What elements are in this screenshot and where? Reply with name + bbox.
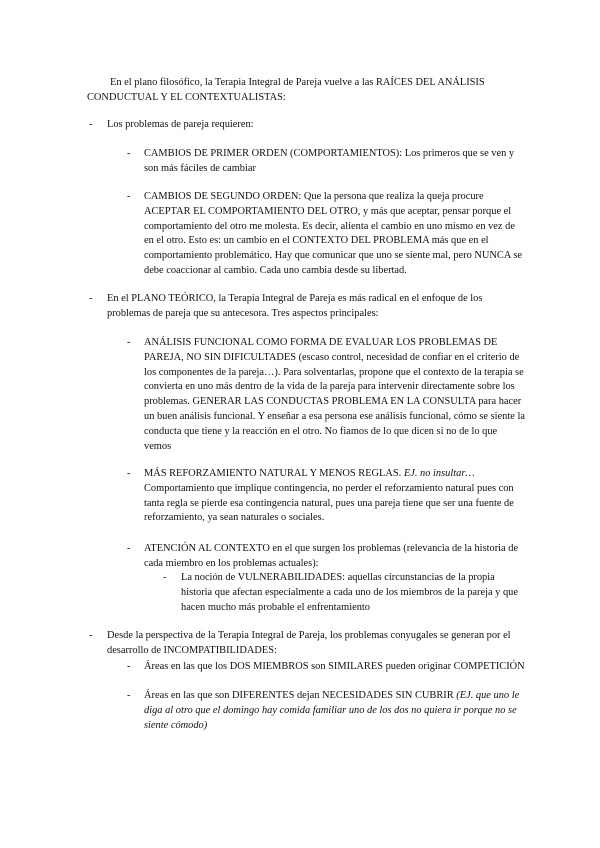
section3-heading (107, 629, 525, 659)
bullet-dash: - (89, 630, 93, 641)
section1-item-2: CAMBIOS DE SEGUNDO ORDEN: Que la persona que realiza la queja procure ACEPTAR EL COMPORTAMIENTO DEL OTRO, y más que aceptar, pensar porque el comportamiento del otro me molesta. Es decir, alienta el cambio en uno mismo en vez de en el otro. Esto es: un cambio en el CONTEXTO DEL PROBLEMA más que en el comportamiento problemático. Hay que comunicar que uno se siente mal, pero NUNCA se debe coaccionar al cambio. Cada uno cambia desde su libertad. (144, 191, 522, 276)
section2-heading: En el PLANO TEÓRICO, la Terapia Integral de Pareja es más radical en el enfoque de los problemas de pareja que su antecesora. Tres aspectos principales: (107, 293, 483, 319)
section3-heading-text: Desde la perspectiva de la Terapia Integral de Pareja, los problemas conyugales se generan por el desarrollo de INCOMPATIBILIDADES: (107, 630, 511, 656)
section2-item-3-sub: La noción de VULNERABILIDADES: aquellas circunstancias de la propia historia que afectan especialmente a cada uno de los miembros de la pareja y que hacen mucho más probable el enfrentamiento (181, 572, 518, 613)
bullet-dash: - (127, 661, 131, 672)
section2-item-2 (144, 467, 525, 526)
section2-item-2-rest: Comportamiento que implique contingencia, no perder el reforzamiento natural pues con tanta regla se pierde esa contingencia natural, pues una pareja tiene que ser una fuente de reforzamiento, ya sean naturales o sociales. (144, 482, 514, 524)
section3-item-2-example: (EJ. que uno le diga al otro que el domingo hay comida familiar uno de los dos no quiera ir porque no se siente cómodo) (144, 690, 520, 731)
bullet-dash: - (127, 148, 131, 159)
section2-item-2-example: EJ. no insultar… (403, 468, 475, 479)
bullet-dash: - (127, 337, 131, 348)
section3-item-2-start: Áreas en las que son DIFERENTES dejan NECESIDADES SIN CUBRIR (144, 690, 454, 701)
section3-item-1: Áreas en las que los DOS MIEMBROS son SIMILARES pueden originar COMPETICIÓN (144, 661, 525, 672)
bullet-dash: - (127, 690, 131, 701)
section1-heading: Los problemas de pareja requieren: (107, 119, 254, 130)
section2-item-2-start: MÁS REFORZAMIENTO NATURAL Y MENOS REGLAS. (144, 468, 402, 479)
bullet-dash: - (89, 119, 93, 130)
section3-item-2 (144, 689, 525, 733)
bullet-dash: - (127, 543, 131, 554)
bullet-dash: - (163, 572, 167, 583)
bullet-dash: - (127, 191, 131, 202)
section2-item-3: ATENCIÓN AL CONTEXTO en el que surgen los problemas (relevancia de la historia de cada miembro en los problemas actuales): (144, 543, 519, 569)
section1-item-1: CAMBIOS DE PRIMER ORDEN (COMPORTAMIENTOS): Los primeros que se ven y son más fáciles de cambiar (144, 148, 515, 174)
bullet-dash: - (89, 293, 93, 304)
bullet-dash: - (127, 468, 131, 479)
section2-item-1: ANÁLISIS FUNCIONAL COMO FORMA DE EVALUAR LOS PROBLEMAS DE PAREJA, NO SIN DIFICULTADES (escaso control, necesidad de confiar en el criterio de los componentes de la pareja…). Para solventarlas, propone que el contexto de la terapia se convierta en uno más dentro de la vida de la pareja para intervenir directamente sobre los problemas. GENERAR LAS CONDUCTAS PROBLEMA EN LA CONSULTA para hacer un buen análisis funcional. Y enseñar a esa persona ese análisis funcional, cómo se siente la conducta que tiene y la reacción en el otro. No fiamos de lo que dicen si no de lo que vemos (144, 337, 525, 452)
intro-paragraph: En el plano filosófico, la Terapia Integral de Pareja vuelve a las RAÍCES DEL ANÁLISIS CONDUCTUAL Y EL CONTEXTUALISTAS: (87, 77, 485, 103)
